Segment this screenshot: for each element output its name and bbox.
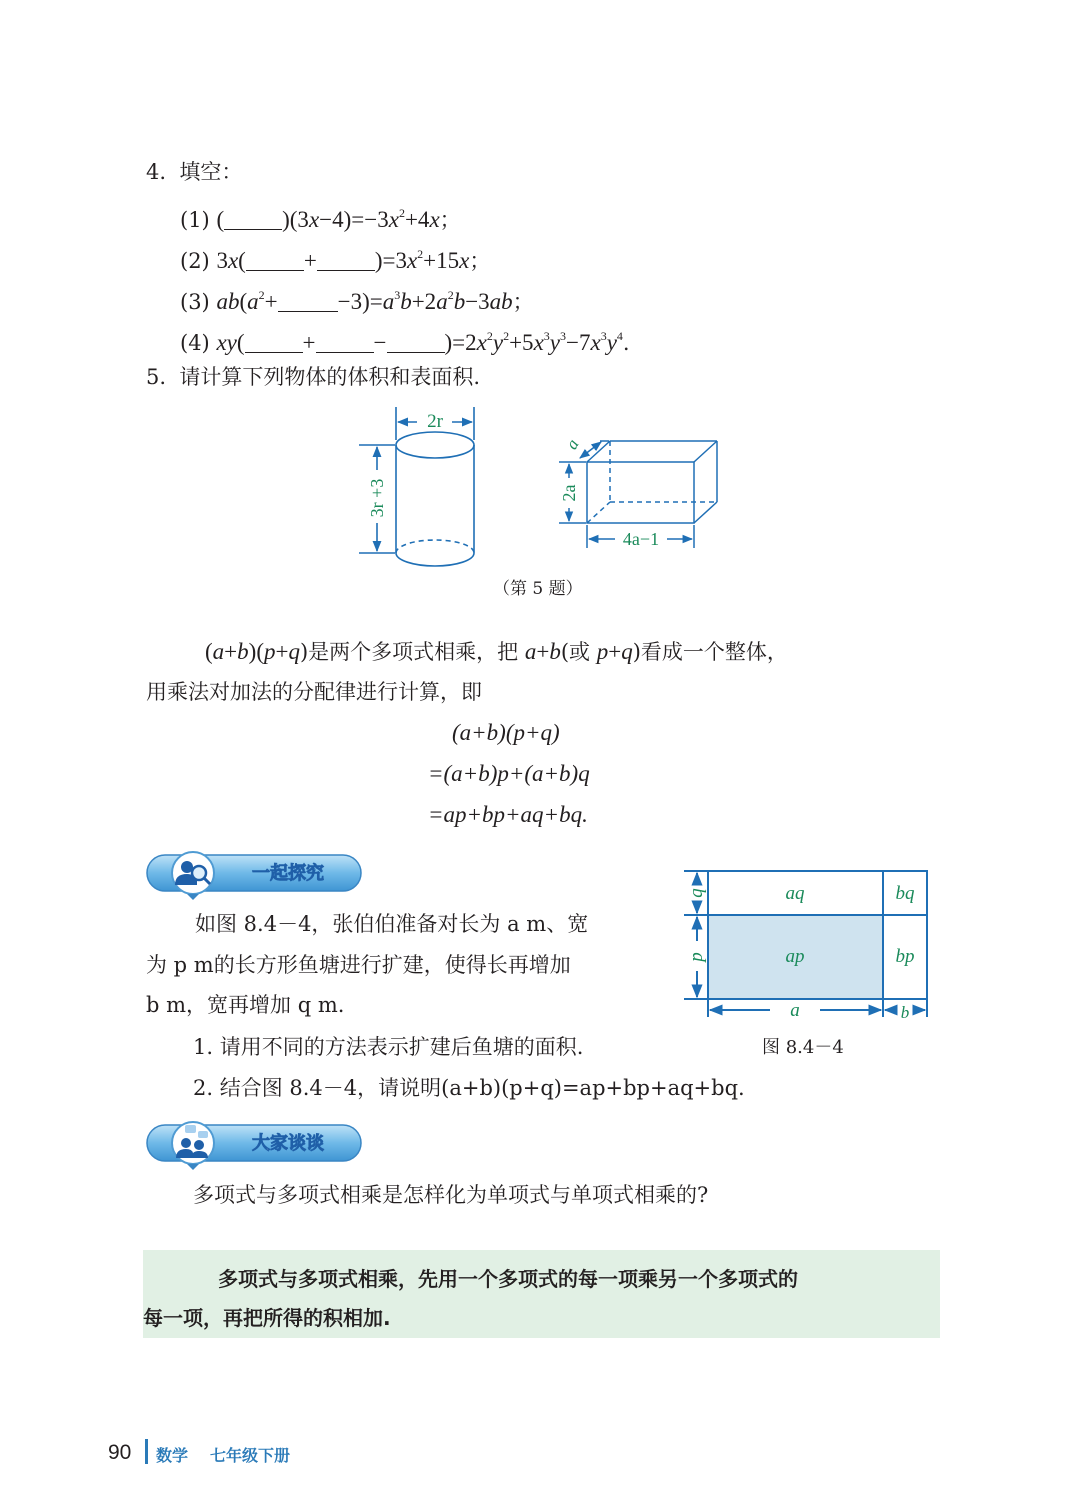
exp: 2: [503, 329, 510, 343]
speech-bubble-icon: [198, 1131, 208, 1138]
equation-line-2: [428, 761, 590, 787]
text-fragment: (: [205, 639, 213, 664]
text-fragment: +: [608, 639, 622, 664]
equation: (a+b)(p+q): [452, 720, 560, 745]
length-label: 4a−1: [622, 529, 660, 549]
exp: 2: [398, 206, 405, 220]
bottom-b-label: b: [900, 1003, 910, 1022]
magnifier-icon: [192, 866, 206, 880]
paren: (: [216, 207, 225, 232]
blank-2[interactable]: [316, 331, 374, 353]
equation: =ap+bp+aq+bq.: [428, 802, 588, 827]
expr: +: [302, 330, 316, 355]
exp: 3: [543, 329, 550, 343]
footer-subject: 数学: [156, 1446, 189, 1465]
paren: (: [238, 248, 246, 273]
text-fragment: (或: [560, 640, 597, 664]
punct: ；: [469, 249, 491, 273]
text-fragment: +: [224, 639, 238, 664]
var: y: [606, 330, 617, 355]
exercise-4-item-2: [180, 240, 490, 275]
discuss-banner-graphic: [145, 1121, 363, 1171]
var: y: [492, 330, 504, 355]
explanation-line-2: 用乘法对加法的分配律进行计算，即: [146, 680, 482, 704]
exercise-4-item-4: [180, 322, 630, 357]
var: x: [227, 248, 239, 273]
var: b: [400, 289, 412, 314]
explore-banner-graphic: [145, 851, 363, 901]
exercise-number: 4.: [146, 160, 167, 184]
punct: .: [622, 331, 630, 355]
variable: p: [596, 639, 609, 664]
expr: )=3: [374, 248, 407, 273]
punct: ；: [439, 208, 461, 232]
variable: q: [621, 639, 633, 664]
rule-box: [143, 1250, 940, 1338]
expr: 3: [216, 248, 228, 273]
blank-2[interactable]: [317, 249, 375, 271]
var: xy: [216, 330, 237, 355]
box-front-face: [587, 462, 694, 523]
bottom-a-label: a: [790, 1000, 800, 1021]
explanation-line-1: [205, 638, 788, 666]
exp: 3: [600, 329, 607, 343]
paren: (: [239, 289, 248, 314]
blank-3[interactable]: [387, 331, 445, 353]
expr: +4: [404, 207, 430, 232]
var: a: [247, 289, 259, 314]
explore-banner: [145, 851, 363, 893]
var: x: [533, 330, 544, 355]
blank-1[interactable]: [278, 290, 338, 312]
area-model-figure: [680, 865, 935, 1023]
expr: )=2: [444, 330, 477, 355]
box-figure: [555, 430, 725, 555]
discuss-banner-label: 大家谈谈: [252, 1133, 324, 1154]
area-model-caption: 图 8.4－4: [762, 1037, 844, 1058]
item-number: (3): [180, 290, 210, 314]
variable: b: [549, 639, 561, 664]
footer-grade: 七年级下册: [210, 1446, 291, 1465]
cell-bp-label: bp: [895, 946, 915, 967]
exp: 3: [560, 329, 566, 343]
var: x: [388, 207, 399, 232]
exp: 2: [447, 288, 454, 302]
side-p-label: p: [686, 952, 707, 962]
explore-paragraph-line-1: 如图 8.4－4，张伯伯准备对长为 a m、宽: [195, 912, 589, 936]
text-fragment: +: [275, 639, 289, 664]
equation-line-1: [452, 720, 560, 746]
equation-line-3: [428, 802, 588, 828]
paren: (: [236, 330, 245, 355]
expr: +5: [509, 330, 534, 355]
people-icon: [181, 1138, 191, 1148]
var: x: [459, 248, 470, 273]
expr: +2: [411, 289, 437, 314]
variable: b: [237, 639, 249, 664]
exp: 2: [258, 288, 265, 302]
expr: −3: [465, 289, 490, 314]
height-label: 3r +3: [367, 478, 387, 518]
expr: −7: [566, 330, 591, 355]
variable: q: [288, 639, 300, 664]
footer-divider: [145, 1439, 148, 1464]
text-fragment: +: [536, 639, 550, 664]
item-number: (4): [180, 331, 210, 355]
rule-line-1: 多项式与多项式相乘，先用一个多项式的每一项乘另一个多项式的: [218, 1267, 798, 1291]
box-hidden-edge: [587, 502, 610, 523]
var: ab: [216, 289, 240, 314]
figure-caption: （第 5 题）: [493, 579, 583, 599]
expr: )(3: [282, 207, 309, 232]
speech-bubble-icon: [185, 1125, 196, 1133]
cell-bq-label: bq: [895, 883, 915, 904]
exercise-5-heading: [146, 363, 480, 391]
text-fragment: )看成一个整体，: [632, 640, 788, 664]
exercise-title: 填空：: [179, 160, 243, 184]
expr: −3)=: [337, 289, 383, 314]
equation: =(a+b)p+(a+b)q: [428, 761, 590, 786]
depth-label: a: [561, 435, 583, 453]
exercise-4-item-3: [180, 281, 534, 316]
box-edge: [694, 502, 717, 523]
expr: +15: [423, 248, 460, 273]
var: x: [476, 330, 487, 355]
explore-question-1: 1. 请用不同的方法表示扩建后鱼塘的面积.: [193, 1035, 584, 1059]
explore-banner-label: 一起探究: [252, 863, 324, 884]
explore-paragraph-line-2: 为 p m的长方形鱼塘进行扩建，使得长再增加: [146, 953, 571, 977]
text-fragment: )是两个多项式相乘，把: [299, 640, 525, 664]
expr: −: [373, 330, 387, 355]
cell-aq-label: aq: [785, 883, 805, 904]
expr: +: [303, 248, 317, 273]
item-number: (2): [180, 249, 210, 273]
expr: −4)=−3: [319, 207, 389, 232]
variable: a: [524, 639, 537, 664]
exercise-4-item-1: [180, 199, 461, 234]
var: ab: [489, 289, 513, 314]
blank-1[interactable]: [246, 249, 304, 271]
rule-line-2: 每一项，再把所得的积相加.: [143, 1306, 391, 1330]
cylinder-bottom-front: [396, 553, 474, 566]
text-fragment: )(: [248, 639, 264, 664]
exp: 2: [417, 247, 424, 261]
explore-question-2: 2. 结合图 8.4－4，请说明(a+b)(p+q)=ap+bp+aq+bq.: [193, 1076, 745, 1100]
cylinder-figure: [355, 405, 495, 575]
dim-arrow: [580, 442, 601, 458]
exp: 3: [394, 288, 401, 302]
var: x: [308, 207, 320, 232]
height-label: 2a: [559, 484, 579, 502]
var: x: [429, 207, 440, 232]
variable: a: [212, 639, 225, 664]
var: x: [406, 248, 418, 273]
page-number: 90: [108, 1441, 132, 1464]
var: y: [549, 330, 560, 355]
var: a: [382, 289, 395, 314]
exercise-text: 请计算下列物体的体积和表面积.: [179, 365, 481, 389]
side-q-label: q: [686, 888, 707, 898]
punct: ；: [512, 290, 534, 314]
box-edge: [694, 441, 717, 462]
cylinder-bottom-back: [396, 540, 474, 553]
blank-1[interactable]: [224, 208, 282, 230]
cylinder-top: [396, 432, 474, 458]
cell-ap-label: ap: [785, 946, 805, 967]
exp: 4: [616, 329, 623, 343]
item-number: (1): [180, 208, 210, 232]
discuss-question: 多项式与多项式相乘是怎样化为单项式与单项式相乘的?: [193, 1183, 709, 1207]
diameter-label: 2r: [427, 411, 443, 432]
variable: p: [263, 639, 276, 664]
exp: 2: [486, 329, 493, 343]
discuss-banner: [145, 1121, 363, 1163]
blank-1[interactable]: [245, 331, 303, 353]
exercise-number: 5.: [146, 365, 167, 389]
explore-paragraph-line-3: b m，宽再增加 q m.: [146, 993, 345, 1017]
var: b: [453, 289, 466, 314]
var: x: [590, 330, 601, 355]
expr: +: [264, 289, 278, 314]
exercise-4-heading: [146, 158, 242, 186]
var: a: [436, 289, 448, 314]
